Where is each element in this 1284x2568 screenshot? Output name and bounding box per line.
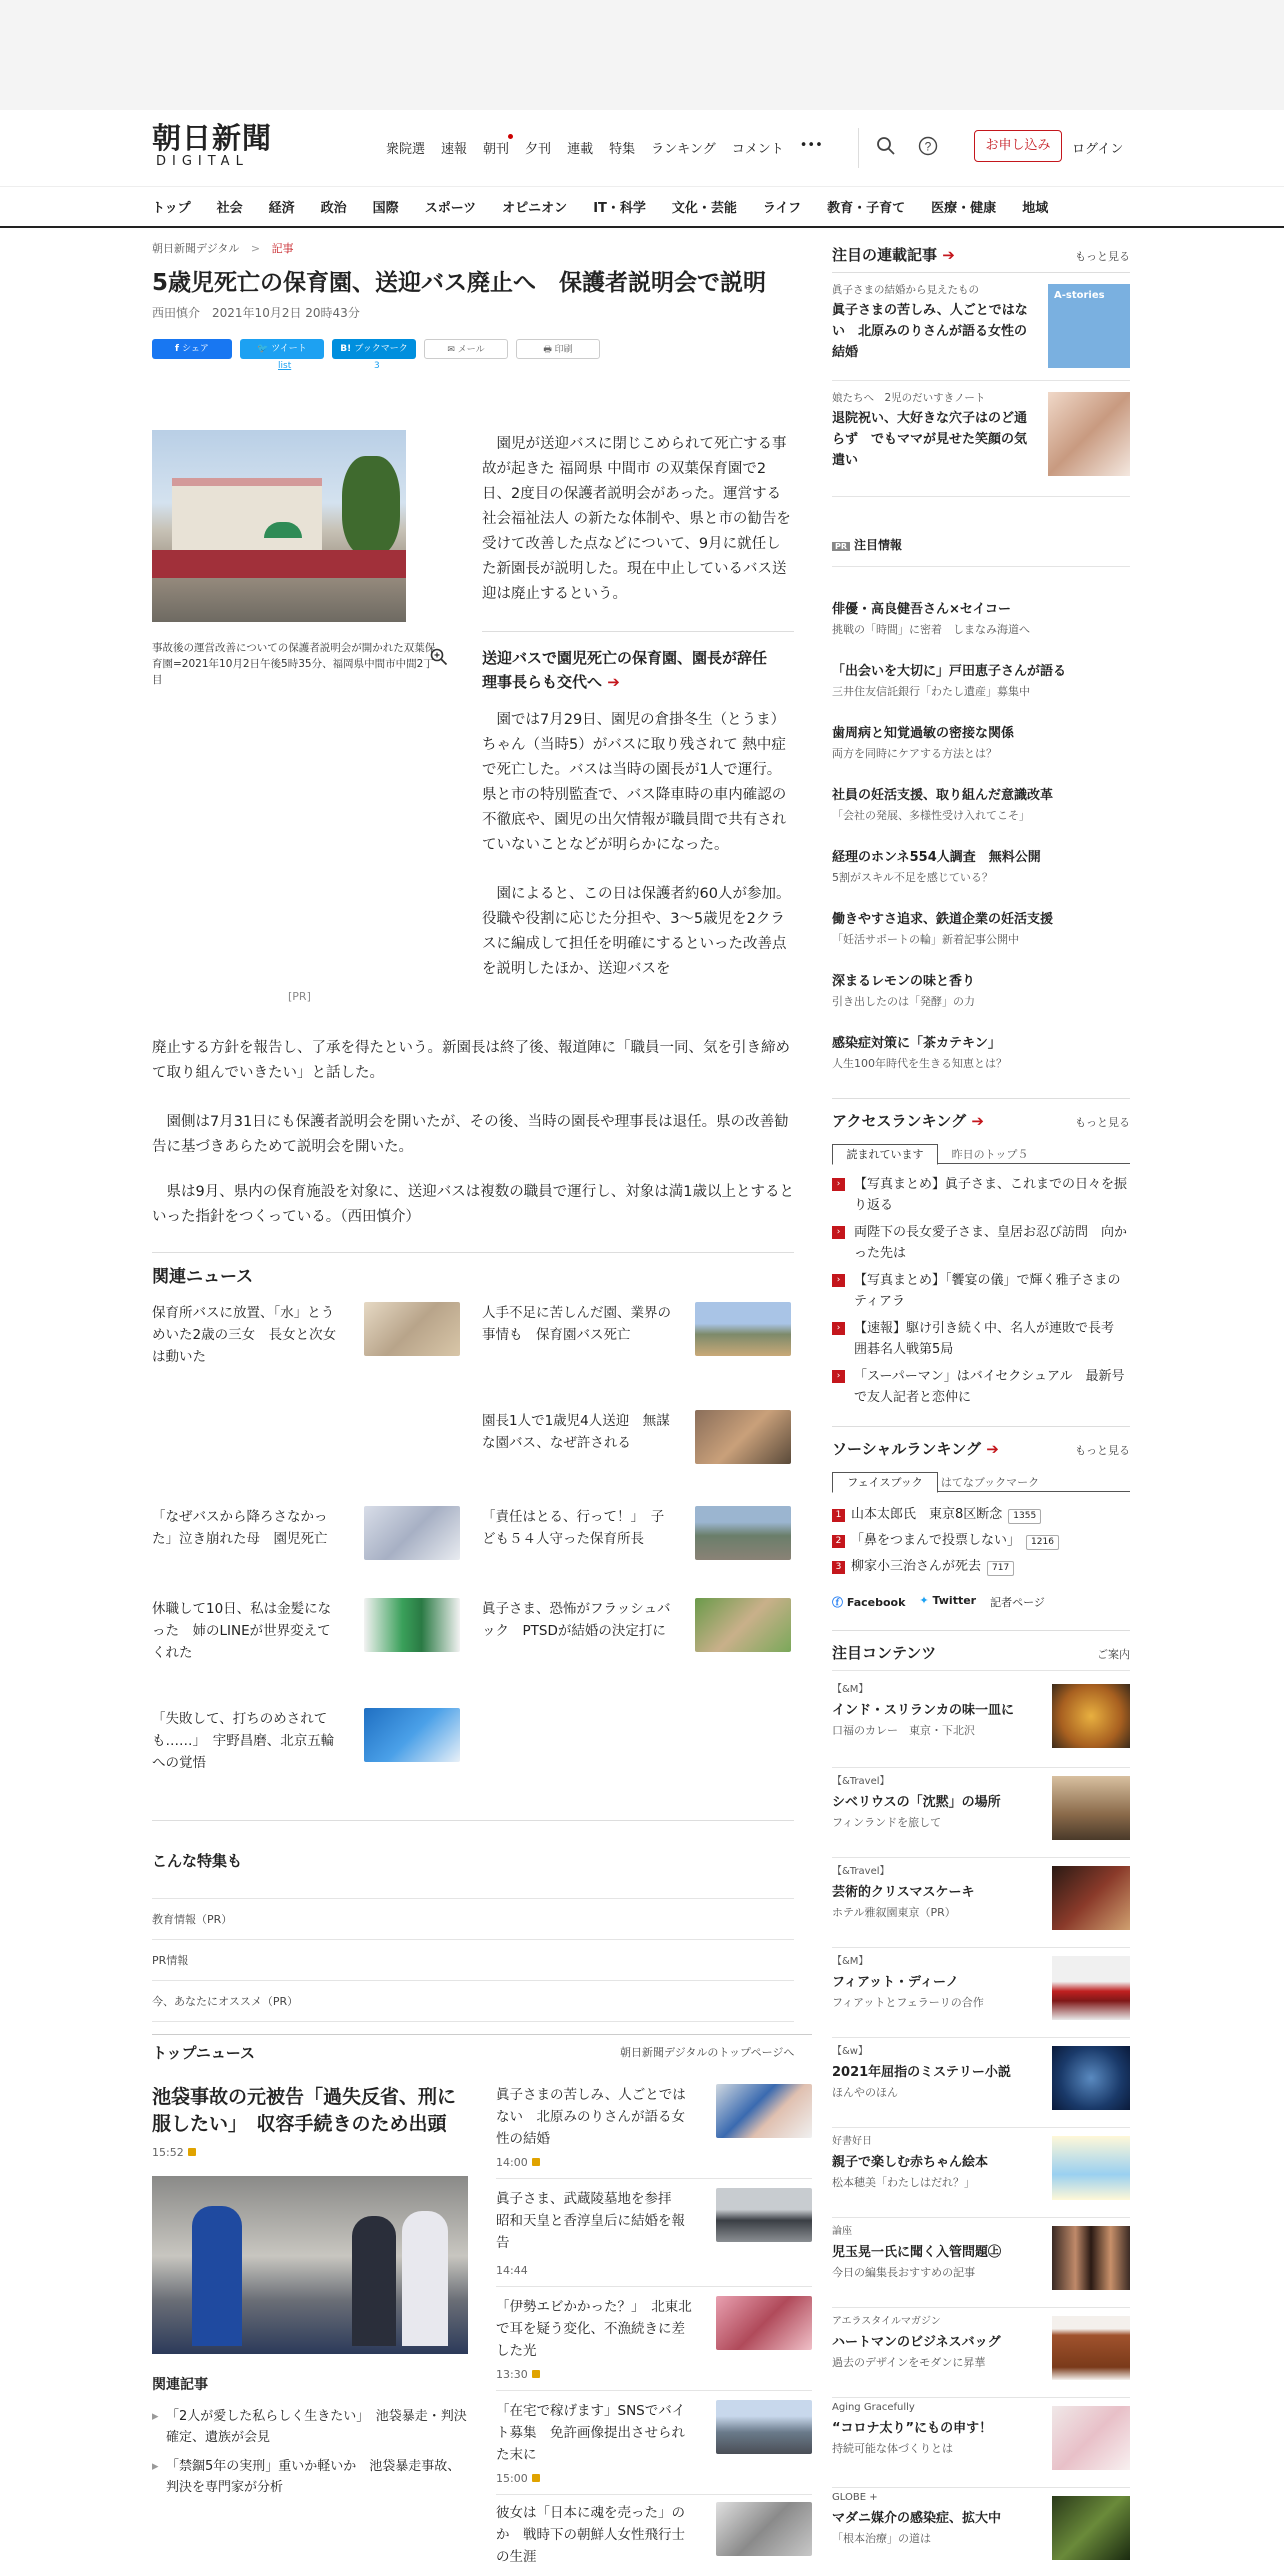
content-tag: 【&w】: [832, 2046, 868, 2057]
lock-icon: [188, 2148, 196, 2156]
ranking-text: 【写真まとめ】「饗宴の儀」で輝く雅子さまのティアラ: [854, 1273, 1121, 1309]
content-sub: ほんやのほん: [832, 2086, 898, 2099]
content-item[interactable]: [832, 1680, 1130, 1768]
content-thumb: [1052, 1776, 1130, 1840]
serial-label: 眞子さまの結婚から見えたもの: [832, 284, 979, 296]
facebook-icon: ⓕ: [832, 1596, 847, 1609]
tab-hatena[interactable]: はてなブックマーク: [940, 1476, 1040, 1489]
topnews-time-text: 15:00: [496, 2472, 528, 2485]
cat-economy[interactable]: 経済: [268, 201, 295, 216]
topnews-time: [496, 2368, 540, 2381]
content-title: フィアット・ディーノ: [832, 1975, 959, 1990]
twitter-icon: ✦: [919, 1594, 933, 1607]
lock-icon: [532, 2158, 540, 2166]
share-twitter-button[interactable]: [240, 339, 324, 359]
pr-title: 俳優・高良健吾さん×セイコー: [832, 602, 1011, 617]
arrow-right-icon: ➔: [971, 1112, 984, 1130]
cat-top[interactable]: トップ: [152, 201, 191, 216]
serial-more-link[interactable]: もっと見る: [1075, 250, 1130, 263]
content-title: “コロナ太り”にもの申す！: [832, 2421, 993, 2436]
content-tag: 【&M】: [832, 1956, 869, 1967]
nav-morning[interactable]: [483, 138, 509, 157]
content-tag: Aging Gracefully: [832, 2402, 915, 2413]
ranking-item[interactable]: [832, 1366, 1130, 1408]
content-title: ハートマンのビジネスバッグ: [832, 2335, 1001, 2350]
content-title: 2021年屈指のミステリー小説: [832, 2065, 1011, 2080]
cat-culture[interactable]: 文化・芸能: [671, 201, 737, 216]
item-divider: [496, 2390, 812, 2391]
access-title[interactable]: [832, 1110, 984, 1131]
related-item[interactable]: 眞子さま、恐怖がフラッシュバック PTSDが結婚の決定打に: [482, 1601, 671, 1639]
paragraph: [152, 1036, 794, 1086]
pr-sub: 挑戦の「時間」に密着 しまなみ海道へ: [832, 623, 1030, 636]
rank-arrow-icon: ›: [832, 1274, 845, 1287]
cat-society[interactable]: 社会: [216, 201, 243, 216]
arrow-right-icon: ➔: [942, 246, 955, 264]
content-thumb: [1052, 1684, 1130, 1748]
content-item[interactable]: [832, 2492, 1130, 2562]
print-icon: 🖶: [543, 345, 555, 355]
lead-time: [152, 2146, 196, 2159]
social-item[interactable]: [832, 1530, 1059, 1551]
feature-item[interactable]: 教育情報（PR）: [152, 1899, 794, 1940]
pr-title: 感染症対策に「茶カテキン」: [832, 1036, 1001, 1051]
mail-icon: ✉: [447, 345, 458, 355]
print-button[interactable]: [516, 339, 600, 359]
topnews-thumb[interactable]: [716, 2188, 812, 2242]
topnews-time: [496, 2472, 540, 2485]
related-thumb[interactable]: [695, 1598, 791, 1652]
nav-serial[interactable]: 連載: [567, 142, 594, 157]
topnews-item[interactable]: 彼女は「日本に魂を売った」の か 戦時下の朝鮮人女性飛行士の生涯: [496, 2505, 685, 2565]
pr-sub: 人生100年時代を生きる知恵とは？: [832, 1057, 1007, 1070]
cat-sports[interactable]: スポーツ: [424, 201, 477, 216]
related-item[interactable]: 園長1人で1歳児4人送迎 無謀な園バス、なぜ許される: [482, 1413, 670, 1451]
share-count-badge: 1355: [1008, 1509, 1041, 1524]
search-icon[interactable]: [876, 136, 896, 156]
content-thumb: [1052, 2136, 1130, 2200]
tab-yesterday-top5[interactable]: 昨日のトップ５: [951, 1148, 1029, 1161]
content-sub: 松本穂美「わたしはだれ？」: [832, 2176, 975, 2189]
serial-thumb[interactable]: [1048, 284, 1130, 368]
serial-label: 娘たちへ 2児のだいすきノート: [832, 392, 986, 404]
rank-arrow-icon: ›: [832, 1322, 845, 1335]
rank-arrow-icon: ›: [832, 1370, 845, 1383]
pr-item[interactable]: [832, 660, 1066, 699]
content-thumb: [1052, 2496, 1130, 2560]
access-more-link[interactable]: もっと見る: [1075, 1116, 1130, 1129]
breadcrumb-separator: >: [250, 242, 261, 255]
divider: [832, 1630, 1130, 1631]
pr-title: 経理のホンネ554人調査 無料公開: [832, 850, 1041, 865]
related-thumb[interactable]: [695, 1506, 791, 1560]
topnews-time: 14:44: [496, 2264, 528, 2277]
related-link[interactable]: [482, 631, 794, 694]
topnews-item[interactable]: 「伊勢エビかかった？」 北東北で耳を疑う変化、不漁続きに差した光: [496, 2299, 692, 2359]
content-sub: 持続可能な体づくりとは: [832, 2442, 953, 2455]
breadcrumb: [152, 240, 794, 256]
twitter-link-text: Twitter: [932, 1594, 977, 1607]
related-link-text: 送迎バスで園児死亡の保育園、園長が辞任 理事長らも交代へ: [482, 649, 783, 691]
serial-title-text: 注目の連載記事: [832, 246, 938, 264]
author[interactable]: 西田慎介: [152, 306, 201, 320]
content-tag: GLOBE +: [832, 2492, 878, 2503]
new-dot: [508, 134, 513, 139]
content-title: マダニ媒介の感染症、拡大中: [832, 2511, 1002, 2526]
top-ad-bar: [0, 0, 1284, 110]
divider: [832, 272, 1130, 273]
paragraph: [152, 1110, 794, 1160]
divider: [832, 1670, 1130, 1671]
pr-item[interactable]: [832, 722, 1014, 761]
lead-photo[interactable]: [152, 2176, 468, 2354]
cat-life[interactable]: ライフ: [762, 201, 802, 216]
related-article-text: 「禁錮5年の実刑」重いか軽いか 池袋暴走事故、判決を専門家が分析: [166, 2459, 461, 2495]
topnews-link[interactable]: 朝日新聞デジタルのトップページへ: [620, 2046, 795, 2059]
header-nav: [386, 138, 839, 157]
content-sub: 今日の編集長おすすめの記事: [832, 2266, 976, 2279]
share-mail-label: メール: [457, 345, 485, 355]
ranking-item[interactable]: [832, 1174, 1130, 1216]
pr-title: 社員の妊活支援、取り組んだ意識改革: [832, 788, 1054, 803]
hatena-icon: B!: [340, 344, 355, 354]
topnews-thumb[interactable]: [716, 2502, 812, 2556]
pr-title: 歯周病と知覚過敏の密接な関係: [832, 726, 1015, 741]
cat-local[interactable]: 地域: [1022, 201, 1049, 216]
paragraph-cont: 廃止する方針を報告し、了承を得たという。新園長は終了後、報道陣に「職員一同、気を引き締めて取り組んでいきたい」と話した。: [152, 1040, 790, 1081]
pr-title: 働きやすさ追求、鉄道企業の妊活支援: [832, 912, 1054, 927]
rank-arrow-icon: ›: [832, 1226, 845, 1239]
pr-sub: 「会社の発展、多様性受け入れてこそ」: [832, 809, 1030, 822]
topnews-thumb[interactable]: [716, 2296, 812, 2350]
related-thumb[interactable]: [364, 1598, 460, 1652]
share-twitter-label: ツイート: [271, 344, 307, 354]
paragraph-text: 県は9月、県内の保育施設を対象に、送迎バスは複数の職員で運行し、対象は満1歳以上とするといった指針をつくっている。（西田慎介）: [152, 1184, 794, 1225]
nav-special[interactable]: 特集: [609, 142, 636, 157]
topnews-title: トップニュース: [152, 2044, 256, 2062]
social-title-text: ソーシャルランキング: [832, 1440, 981, 1458]
arrow-right-icon: ➔: [986, 1440, 999, 1458]
related-article[interactable]: [152, 2406, 468, 2448]
logo-main: 朝日新聞: [152, 121, 273, 155]
feature-item[interactable]: PR情報: [152, 1940, 794, 1981]
nav-more[interactable]: •••: [799, 138, 823, 153]
content-item[interactable]: [832, 2312, 1130, 2398]
breadcrumb-tag[interactable]: 記事: [271, 242, 294, 255]
related-thumb[interactable]: [364, 1302, 460, 1356]
divider: [832, 496, 1130, 497]
rank-number: 2: [832, 1535, 845, 1548]
related-item[interactable]: 「なぜバスから降ろさなかった」泣き崩れた母 園児死亡: [152, 1509, 328, 1547]
share-facebook-button[interactable]: [152, 339, 232, 359]
twitter-list-link[interactable]: list: [278, 361, 292, 371]
content-tag: 好書好日: [832, 2136, 872, 2147]
feature-divider: [152, 1820, 794, 1821]
social-text: 「鼻をつまんで投票しない」: [851, 1533, 1021, 1548]
rank-number: 3: [832, 1561, 845, 1574]
share-bar: [152, 339, 794, 361]
pr-sub: 5割がスキル不足を感じている？: [832, 871, 993, 884]
print-label: 印刷: [554, 345, 573, 355]
article: [152, 240, 794, 1225]
content-item[interactable]: [832, 2402, 1130, 2488]
item-divider: [496, 2178, 812, 2179]
publish-date: 2021年10月2日 20時43分: [212, 306, 360, 320]
breadcrumb-home[interactable]: 朝日新聞デジタル: [152, 242, 240, 255]
facebook-link-text: Facebook: [846, 1596, 906, 1609]
pr-heading: [832, 536, 902, 553]
topnews-time-text: 13:30: [496, 2368, 528, 2381]
content-title: 親子で楽しむ赤ちゃん絵本: [832, 2155, 989, 2170]
access-tabs: [832, 1140, 1130, 1164]
content-title: シベリウスの「沈黙」の場所: [832, 1795, 1001, 1810]
ranking-text: 【写真まとめ】眞子さま、これまでの日々を振り返る: [854, 1177, 1128, 1213]
social-tabs: [832, 1468, 1130, 1492]
pr-label: [PR]: [288, 990, 311, 1003]
related-article-text: 「2人が愛した私らしく生きたい」 池袋暴走・判決確定、遺族が会見: [166, 2409, 467, 2445]
topnews-time: [496, 2156, 540, 2169]
topnews-divider: [152, 2034, 812, 2035]
topnews-item[interactable]: 眞子さま、武蔵陵墓地を参拝 昭和天皇と香淳皇后に結婚を報告: [496, 2191, 685, 2251]
content-sub: ホテル雅叙園東京（PR）: [832, 1906, 956, 1919]
related-divider: [152, 1252, 794, 1253]
topnews-time-text: 14:00: [496, 2156, 528, 2169]
serial-thumb[interactable]: [1048, 392, 1130, 476]
pr-sub: 両方を同時にケアする方法とは？: [832, 747, 997, 760]
facebook-link[interactable]: [832, 1594, 905, 1610]
bullet-icon: ▸: [152, 2459, 159, 2474]
ranking-item[interactable]: [832, 1270, 1130, 1312]
twitter-icon: 🐦: [257, 344, 272, 354]
content-thumb: [1052, 2226, 1130, 2290]
related-item[interactable]: 「失敗して、打ちのめされても……」 宇野昌磨、北京五輪への覚悟: [152, 1711, 335, 1771]
cat-politics[interactable]: 政治: [320, 201, 347, 216]
access-title-text: アクセスランキング: [832, 1112, 967, 1130]
pr-item[interactable]: [832, 908, 1053, 947]
feature-item[interactable]: 今、あなたにオススメ（PR）: [152, 1981, 794, 2022]
divider: [832, 566, 1130, 567]
social-item[interactable]: [832, 1504, 1041, 1525]
content-sub: 「根本治療」の道は: [832, 2532, 931, 2545]
content-tag: 【&Travel】: [832, 1776, 890, 1787]
topnews-item[interactable]: 眞子さまの苦しみ、人ごとではない 北原みのりさんが語る女性の結婚: [496, 2087, 686, 2147]
lead-time-text: 15:52: [152, 2146, 184, 2159]
paragraph: 園では7月29日、園児の倉掛冬生（とうま）ちゃん（当時5）がバスに取り残されて 熱中症 で死亡した。バスは当時の園長が1人で運行。県と市の特別監査で、バス降車時の車内確認の不徹底や、園児の出欠情報が職員間で共有されていないことなどが明らかになった。: [482, 712, 787, 853]
bullet-icon: ▸: [152, 2409, 159, 2424]
cat-opinion[interactable]: オピニオン: [502, 201, 568, 216]
social-text: 柳家小三治さんが死去: [851, 1559, 982, 1574]
divider: [832, 380, 1130, 381]
content-tag: 論座: [832, 2226, 852, 2237]
nav-comment[interactable]: コメント: [731, 142, 784, 157]
content-title: 児玉晃一氏に聞く入管問題㊤: [832, 2245, 1002, 2260]
lock-icon: [532, 2370, 540, 2378]
nav-breaking[interactable]: 速報: [441, 142, 468, 157]
related-thumb[interactable]: [364, 1708, 460, 1762]
pr-item[interactable]: [832, 784, 1053, 823]
pr-sub: 三井住友信託銀行「わたし遺産」募集中: [832, 685, 1030, 698]
lock-icon: [532, 2474, 540, 2482]
social-title[interactable]: [832, 1438, 999, 1459]
item-divider: [496, 2494, 812, 2495]
related-item[interactable]: 人手不足に苦しんだ園、業界の事情も 保育園バス死亡: [482, 1305, 671, 1343]
content-sub: 過去のデザインをモダンに昇華: [832, 2356, 986, 2369]
nav-morning-label: 朝刊: [483, 142, 510, 157]
features-title: こんな特集も: [152, 1852, 243, 1870]
photo-figure: [352, 2216, 396, 2346]
subscribe-button[interactable]: お申し込み: [974, 130, 1062, 162]
share-hatena-label: ブックマーク: [354, 344, 408, 354]
serial-item[interactable]: 退院祝い、大好きな穴子はのど通らず でもママが見せた笑顔の気遣い: [832, 411, 1028, 468]
content-tag: アエラスタイルマガジン: [832, 2316, 941, 2327]
pr-badge-icon: PR: [832, 542, 850, 551]
content-sub: フィアットとフェラーリの合作: [832, 1996, 984, 2009]
pr-heading-text: 注目情報: [854, 538, 903, 552]
content-title: インド・スリランカの味一皿に: [832, 1703, 1015, 1718]
pr-item[interactable]: [832, 970, 975, 1009]
tab-most-read[interactable]: 読まれています: [832, 1144, 938, 1165]
paragraph: 園児が送迎バスに閉じこめられて死亡する事故が起きた 福岡県 中間市 の双葉保育園で2日、2度目の保護者説明会があった。運営する 社会福祉法人 の新たな体制や、県と市の勧告を受けて改善した点などについて、9月に就任した新園長が説明した。現在中止しているバス送迎は廃止するという。: [482, 436, 791, 602]
ranking-text: 「スーパーマン」はバイセクシュアル 最新号で友人記者と恋仲に: [854, 1369, 1125, 1405]
share-count-badge: 717: [987, 1561, 1014, 1576]
login-link[interactable]: ログイン: [1072, 142, 1124, 157]
item-divider: [496, 2286, 812, 2287]
article-body: [482, 432, 794, 982]
photo-tree: [342, 456, 400, 556]
social-text: 山本太郎氏 東京8区断念: [851, 1507, 1003, 1522]
content-thumb: [1052, 2046, 1130, 2110]
rank-arrow-icon: ›: [832, 1178, 845, 1191]
site-header: [0, 110, 1284, 186]
photo-caption: 事故後の運営改善についての保護者説明会が開かれた双葉保育園=2021年10月2日午後5時35分、福岡県中間市中間2丁目: [152, 642, 436, 686]
content-thumb: [1052, 2316, 1130, 2380]
cat-health[interactable]: 医療・健康: [931, 201, 997, 216]
related-item[interactable]: 保育所バスに放置、「水」とうめいた2歳の三女 長女と次女は動いた: [152, 1305, 337, 1365]
content-item[interactable]: [832, 2042, 1130, 2128]
ranking-item[interactable]: [832, 1222, 1130, 1264]
paragraph: 園によると、この日は保護者約60人が参加。役職や役割に応じた分担や、3～5歳児を2クラスに編成して担任を明確にするといった改善点を説明したほか、送迎バスを: [482, 886, 791, 977]
help-icon[interactable]: [918, 136, 938, 156]
arrow-right-icon: ➔: [607, 673, 620, 691]
pr-item[interactable]: [832, 1032, 1007, 1071]
twitter-link[interactable]: [919, 1594, 976, 1610]
ranking-text: 【速報】駆け引き続く中、名人が連敗で長考 囲碁名人戦第5局: [854, 1321, 1128, 1357]
content-title: 芸術的クリスマスケーキ: [832, 1885, 975, 1900]
related-item[interactable]: 「責任はとる、行って！」 子ども５４人守った保育所長: [482, 1509, 665, 1547]
logo-sub: DIGITAL: [156, 154, 249, 169]
logo[interactable]: [152, 122, 272, 169]
topnews-item[interactable]: 「在宅で稼げます」SNSでバイト募集 免許画像提出させられた末に: [496, 2403, 686, 2463]
header-divider: [858, 128, 859, 168]
svg-text:?: ?: [924, 139, 932, 154]
lead-headline[interactable]: 池袋事故の元被告「過失反省、刑に服したい」 収容手続きのため出頭: [152, 2086, 457, 2135]
related-thumb[interactable]: [364, 1506, 460, 1560]
social-item[interactable]: [832, 1556, 1014, 1577]
social-more-link[interactable]: もっと見る: [1075, 1444, 1130, 1457]
photo-building: [172, 478, 322, 554]
photo-figure: [402, 2211, 448, 2346]
nav-evening[interactable]: 夕刊: [525, 142, 552, 157]
nav-ranking[interactable]: ランキング: [651, 142, 716, 157]
pr-title: 「出会いを大切に」戸田恵子さんが語る: [832, 664, 1067, 679]
content-item[interactable]: [832, 1772, 1130, 1858]
related-item[interactable]: 休職して10日、私は金髪になった 姉のLINEが世界変えてくれた: [152, 1601, 332, 1661]
features-list: [152, 1898, 794, 2022]
serial-badge: A-stories: [1054, 290, 1105, 301]
article-photo[interactable]: [152, 430, 406, 622]
topnews-thumb[interactable]: [716, 2084, 812, 2138]
pr-title: 深まるレモンの味と香り: [832, 974, 976, 989]
paragraph-text: 園側は7月31日にも保護者説明会を開いたが、その後、当時の園長や理事長は退任。県の改善勧告に基づきあらためて説明会を開いた。: [152, 1114, 789, 1155]
content-item[interactable]: [832, 2222, 1130, 2308]
tab-facebook[interactable]: フェイスブック: [832, 1472, 938, 1493]
related-articles-title: 関連記事: [152, 2377, 208, 2393]
share-mail-button[interactable]: [424, 339, 508, 359]
ranking-text: 両陛下の長女愛子さま、皇居お忍び訪問 向かった先は: [854, 1225, 1128, 1261]
related-article[interactable]: [152, 2456, 468, 2498]
content-item[interactable]: [832, 2132, 1130, 2218]
pr-sub: 引き出したのは「発酵」の力: [832, 995, 975, 1008]
related-news-title: 関連ニュース: [152, 1267, 254, 1287]
photo-wall: [152, 550, 406, 578]
divider: [832, 1426, 1130, 1427]
serial-item[interactable]: 眞子さまの苦しみ、人ごとではない 北原みのりさんが語る女性の結婚: [832, 303, 1028, 360]
share-facebook-label: シェア: [182, 344, 209, 354]
social-links: [832, 1594, 1045, 1610]
content-sub: フィンランドを旅して: [832, 1816, 942, 1829]
reporter-page-link[interactable]: 記者ページ: [990, 1596, 1045, 1609]
facebook-icon: f: [175, 344, 183, 354]
share-count-badge: 1216: [1026, 1535, 1059, 1550]
ranking-item[interactable]: [832, 1318, 1130, 1360]
content-item[interactable]: [832, 1952, 1130, 2038]
hatena-count[interactable]: 3: [374, 361, 380, 371]
contents-guide-link[interactable]: ご案内: [1097, 1648, 1130, 1661]
article-title: 5歳児死亡の保育園、送迎バス廃止へ 保護者説明会で説明: [152, 270, 767, 296]
pr-item[interactable]: [832, 598, 1030, 637]
content-thumb: [1052, 1956, 1130, 2020]
content-item[interactable]: [832, 1862, 1130, 1948]
share-hatena-button[interactable]: [332, 339, 416, 359]
rank-number: 1: [832, 1509, 845, 1522]
category-nav: [0, 186, 1284, 228]
serial-title[interactable]: [832, 244, 955, 265]
pr-item[interactable]: [832, 846, 1041, 885]
related-thumb[interactable]: [695, 1302, 791, 1356]
share-counts: [152, 361, 794, 375]
topnews-thumb[interactable]: [716, 2400, 812, 2454]
article-meta: [152, 304, 794, 321]
nav-election[interactable]: 衆院選: [386, 142, 426, 157]
cat-world[interactable]: 国際: [372, 201, 399, 216]
content-tag: 【&Travel】: [832, 1866, 890, 1877]
content-tag: 【&M】: [832, 1684, 869, 1695]
cat-it[interactable]: IT・科学: [593, 201, 646, 216]
content-thumb: [1052, 2406, 1130, 2470]
paragraph: [152, 1180, 794, 1230]
contents-title: 注目コンテンツ: [832, 1644, 937, 1662]
photo-figure: [192, 2206, 242, 2346]
divider: [832, 1098, 1130, 1099]
pr-sub: 「妊活サポートの輪」新着記事公開中: [832, 933, 1019, 946]
related-thumb[interactable]: [695, 1410, 791, 1464]
content-sub: 口福のカレー 東京・下北沢: [832, 1724, 975, 1737]
cat-education[interactable]: 教育・子育て: [827, 201, 906, 216]
content-thumb: [1052, 1866, 1130, 1930]
